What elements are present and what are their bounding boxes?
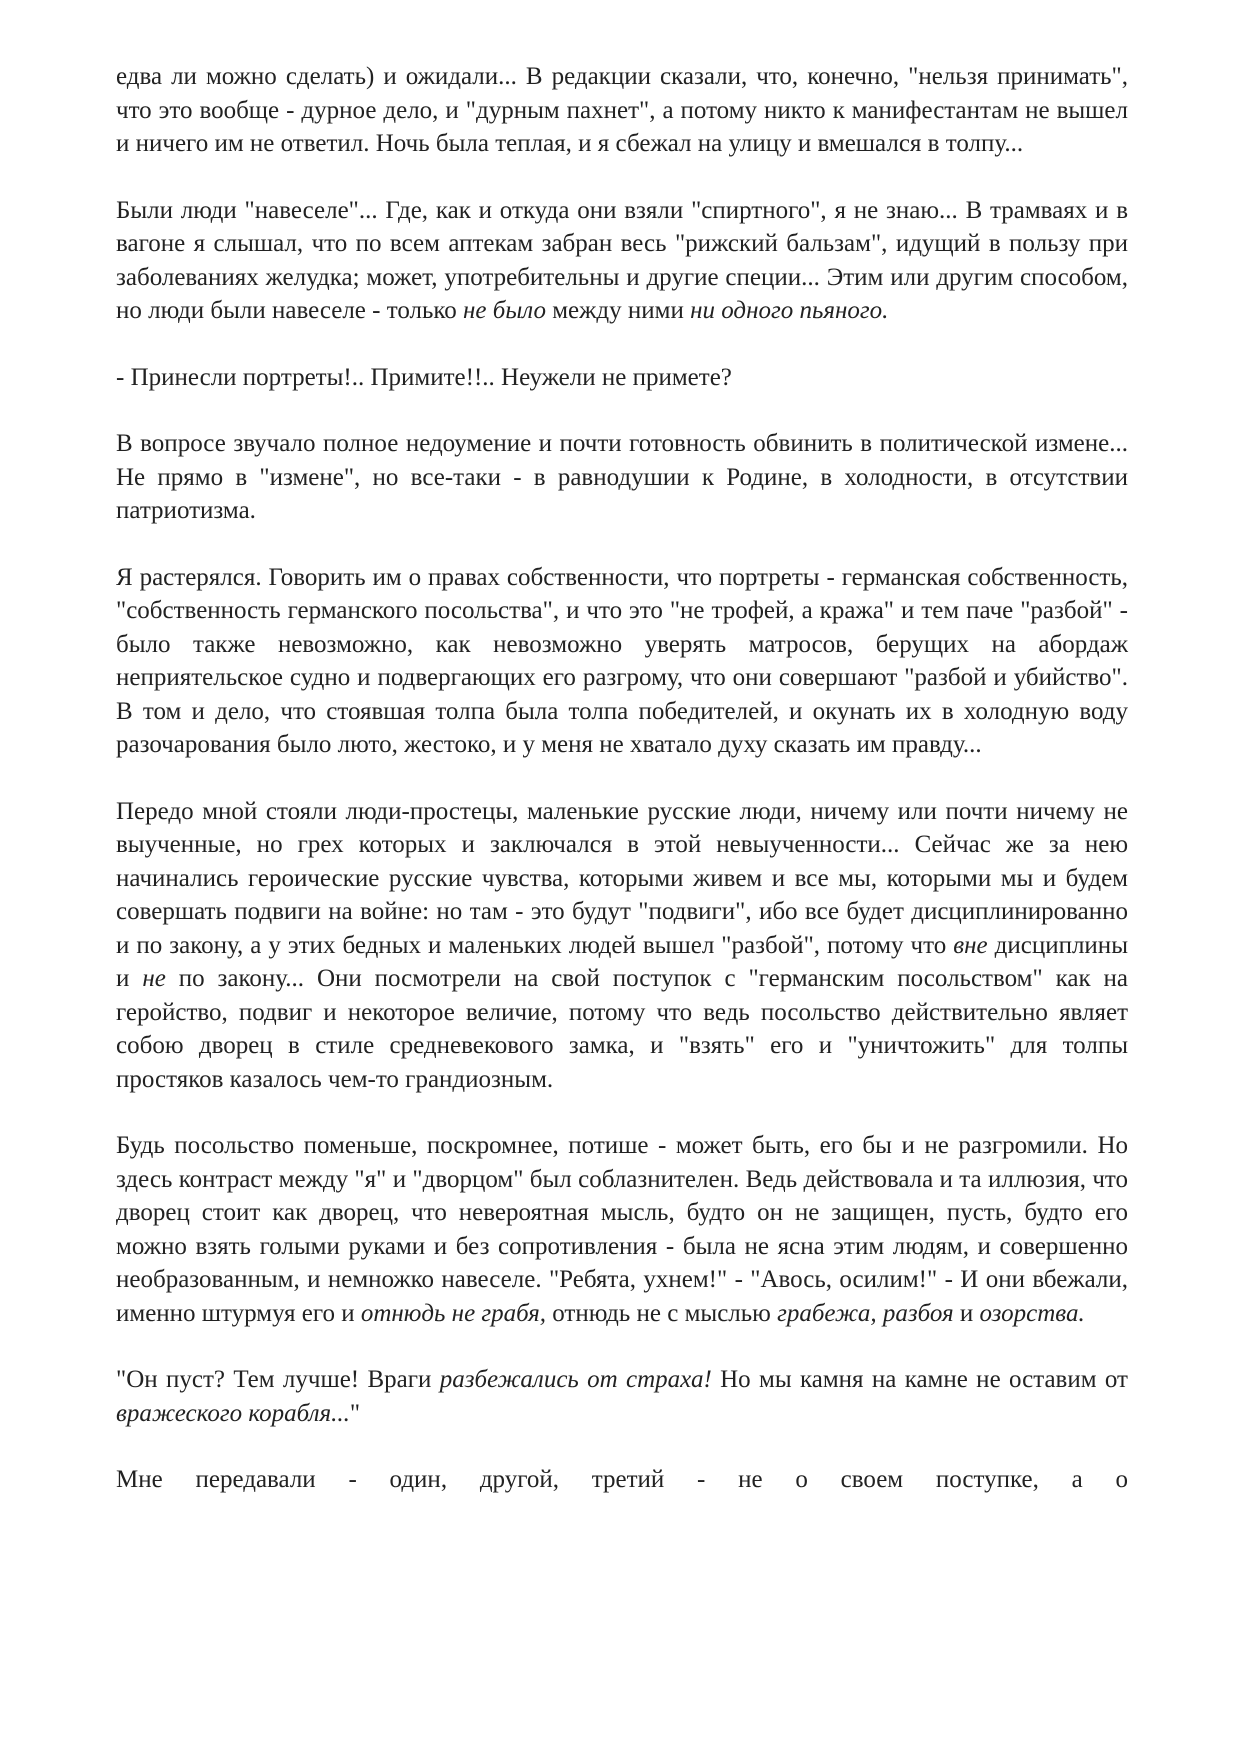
paragraph-6-italic-2: не — [142, 965, 166, 992]
paragraph-1 — [116, 60, 1128, 161]
paragraph-2-text-2: между ними — [545, 297, 691, 324]
paragraph-6-text-2: дисциплины и — [116, 931, 1128, 992]
document-page — [116, 60, 1128, 1497]
paragraph-2 — [116, 194, 1128, 328]
paragraph-9-text: Мне передавали - один, другой, третий - не о своем поступке, а о — [116, 1466, 1128, 1493]
paragraph-5 — [116, 561, 1128, 762]
paragraph-8-italic-1: разбежались от страха! — [439, 1366, 712, 1393]
paragraph-7 — [116, 1129, 1128, 1330]
paragraph-7-italic-1: отнюдь не грабя, — [360, 1299, 547, 1327]
paragraph-6-text: Передо мной стояли люди-простецы, маленькие русские люди, ничему или почти ничему не выученные, но грех которых и заключался в этой невыученности... Сейчас же за нею начинались героические русские чувства, которыми живем и все мы, которыми мы и будем совершать подвиги на войне: но там - это будут "подвиги", ибо все будет дисциплинированно и по закону, а у этих бедных и маленьких людей вышел "разбой", потому что — [116, 797, 1128, 959]
paragraph-8-italic-2: вражеского корабля... — [116, 1399, 350, 1427]
paragraph-9 — [116, 1463, 1128, 1497]
paragraph-6 — [116, 795, 1128, 1097]
paragraph-2-italic-2: ни одного пьяного. — [690, 297, 889, 324]
paragraph-8-text-2: Но мы камня на камне не оставим от — [711, 1366, 1128, 1393]
paragraph-6-italic-1: вне — [953, 931, 988, 959]
paragraph-8-text-3: " — [349, 1399, 361, 1427]
paragraph-6-text-3: по закону... Они посмотрели на свой поступок с "германским посольством" как на геройство, подвиг и некоторое величие, потому что ведь посольство действительно являет собою дворец в стиле средневекового замка, и "взять" его и "уничтожить" для толпы простяков казалось чем-то грандиозным. — [116, 965, 1128, 1093]
paragraph-7-text-2: отнюдь не с мыслью — [546, 1299, 778, 1327]
paragraph-7-italic-3: озорства. — [979, 1299, 1085, 1327]
paragraph-3-text: - Принесли портреты!.. Примите!!.. Неужели не примете? — [116, 363, 732, 391]
paragraph-2-italic-1: не было — [463, 297, 546, 324]
paragraph-1-text: едва ли можно сделать) и ожидали... В редакции сказали, что, конечно, "нельзя принимать", что это вообще - дурное дело, и "дурным пахнет", а потому никто к манифестантам не вышел и ничего им не ответил. Ночь была теплая, и я сбежал на улицу и вмешался в толпу... — [116, 63, 1128, 157]
paragraph-8 — [116, 1363, 1128, 1430]
paragraph-8-text: "Он пуст? Тем лучше! Враги — [116, 1366, 440, 1393]
paragraph-2-text: Были люди "навеселе"... Где, как и откуда они взяли "спиртного", я не знаю... В трамваях и в вагоне я слышал, что по всем аптекам забран весь "рижский бальзам", идущий в пользу при заболеваниях желудка; может, употребительны и другие специи... Этим или другим способом, но люди были навеселе - только — [116, 196, 1128, 324]
paragraph-4-text: В вопросе звучало полное недоумение и почти готовность обвинить в политической измене... Не прямо в "измене", но все-таки - в равнодушии к Родине, в холодности, в отсутствии патриотизма. — [116, 430, 1128, 524]
paragraph-5-text: Я растерялся. Говорить им о правах собственности, что портреты - германская собственность, "собственность германского посольства", и что это "не трофей, а кража" и тем паче "разбой" - было также невозможно, как невозможно уверять матросов, берущих на абордаж неприятельское судно и подвергающих его разгрому, что они совершают "разбой и убийство". В том и дело, что стоявшая толпа была толпа победителей, и окунать их в холодную воду разочарования было люто, жестоко, и у меня не хватало духу сказать им правду... — [116, 563, 1128, 758]
paragraph-3 — [116, 361, 1128, 395]
paragraph-7-text-3: и — [953, 1299, 980, 1327]
paragraph-4 — [116, 427, 1128, 528]
paragraph-7-text: Будь посольство поменьше, поскромнее, потише - может быть, его бы и не разгромили. Но здесь контраст между "я" и "дворцом" был соблазнителен. Ведь действовала и та иллюзия, что дворец стоит как дворец, что невероятная мысль, будто он не защищен, пусть, будто его можно взять голыми руками и без сопротивления - была не ясна этим людям, и совершенно необразованным, и немножко навеселе. "Ребята, ухнем!" - "Авось, осилим!" - И они вбежали, именно штурмуя его и — [116, 1132, 1128, 1327]
paragraph-7-italic-2: грабежа, разбоя — [777, 1299, 954, 1327]
